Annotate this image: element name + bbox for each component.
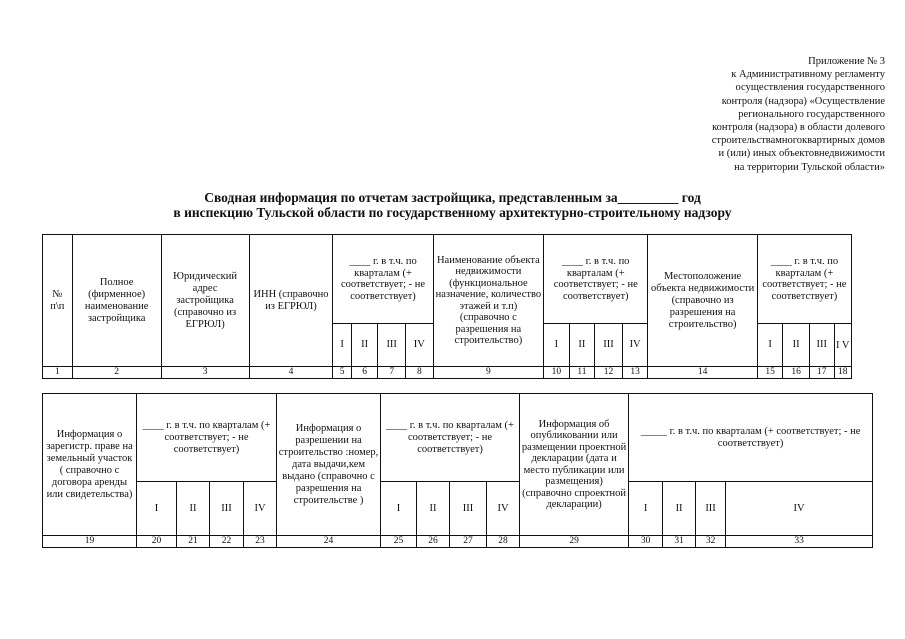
column-number: 23	[244, 536, 277, 548]
quarters-header: ____ г. в т.ч. по кварталам (+ соответствует; - не соответствует)	[544, 235, 648, 324]
quarter-cell: III	[378, 324, 406, 367]
quarter-cell: II	[351, 324, 378, 367]
quarter-cell: II	[663, 482, 696, 536]
appendix-line: контроля (надзора) в области долевого	[712, 122, 885, 134]
column-number: 15	[757, 367, 783, 379]
quarters-header: ____ г. в т.ч. по кварталам (+ соответствует; - не соответствует)	[381, 394, 520, 482]
quarter-cell: I	[381, 482, 417, 536]
appendix-line: к Административному регламенту	[731, 69, 885, 81]
appendix-line: строительствамногоквартирных домов	[711, 135, 885, 147]
quarter-cell: I	[629, 482, 663, 536]
quarter-cell: I	[137, 482, 177, 536]
quarter-cell: I	[333, 324, 351, 367]
column-number: 9	[433, 367, 543, 379]
column-number: 7	[378, 367, 406, 379]
col-address-header: Юридический адрес застройщика (справочно из ЕГРЮЛ)	[161, 235, 249, 367]
col-number-header: № п\п	[43, 235, 73, 367]
column-number: 30	[629, 536, 663, 548]
column-number: 3	[161, 367, 249, 379]
col-land-header: Информация о зарегистр. праве на земельный участок ( справочно с договора аренды или свидетельства)	[43, 394, 137, 536]
quarters-header: ____ г. в т.ч. по кварталам (+ соответствует; - не соответствует)	[137, 394, 277, 482]
column-number: 17	[809, 367, 834, 379]
column-number: 13	[622, 367, 648, 379]
column-number: 2	[72, 367, 161, 379]
column-number: 29	[520, 536, 629, 548]
quarter-cell: III	[210, 482, 244, 536]
col-inn-header: ИНН (справочно из ЕГРЮЛ)	[249, 235, 333, 367]
quarters-header: ____ г. в т.ч. по кварталам (+ соответствует; - не соответствует)	[757, 235, 851, 324]
summary-table-1	[42, 234, 852, 379]
quarter-cell: IV	[726, 482, 873, 536]
column-number: 12	[595, 367, 623, 379]
document-title	[0, 190, 905, 220]
column-number: 8	[406, 367, 434, 379]
column-number: 24	[277, 536, 381, 548]
quarter-cell: III	[450, 482, 487, 536]
column-number: 21	[177, 536, 210, 548]
quarter-cell: II	[177, 482, 210, 536]
column-number: 14	[648, 367, 757, 379]
quarters-header-wide: _____ г. в т.ч. по кварталам (+ соответствует; - не соответствует)	[629, 394, 873, 482]
quarter-cell: IV	[487, 482, 520, 536]
quarter-cell: III	[809, 324, 834, 367]
appendix-line: и (или) иных объектовнедвижимости	[718, 148, 885, 160]
column-number: 32	[696, 536, 726, 548]
column-number: 28	[487, 536, 520, 548]
column-number: 31	[663, 536, 696, 548]
column-number: 4	[249, 367, 333, 379]
column-number: 25	[381, 536, 417, 548]
summary-table-2	[42, 393, 873, 548]
quarter-cell: IV	[622, 324, 648, 367]
col-object-header: Наименование объекта недвижимости (функциональное назначение, количество этажей и т.п) (справочно с разрешения на строительство)	[433, 235, 543, 367]
col-publication-header: Информация об опубликовании или размещении проектной декларации (дата и место публикации или размещения) (справочно спроектной декларации)	[520, 394, 629, 536]
col-name-header: Полное (фирменное) наименование застройщика	[72, 235, 161, 367]
column-number: 26	[417, 536, 450, 548]
quarter-cell: I	[544, 324, 570, 367]
column-number: 10	[544, 367, 570, 379]
column-number: 5	[333, 367, 351, 379]
column-number: 1	[43, 367, 73, 379]
quarter-cell: II	[783, 324, 810, 367]
column-number: 33	[726, 536, 873, 548]
appendix-line: контроля (надзора) «Осуществление	[721, 95, 885, 107]
appendix-line: осуществления государственного	[735, 82, 885, 94]
appendix-note	[625, 55, 885, 174]
quarter-cell: IV	[406, 324, 434, 367]
column-number: 11	[569, 367, 595, 379]
title-line-1: Сводная информация по отчетам застройщика, представленным за_________ год	[204, 190, 701, 205]
column-number: 27	[450, 536, 487, 548]
column-number: 20	[137, 536, 177, 548]
quarters-header: ____ г. в т.ч. по кварталам (+ соответствует; - не соответствует)	[333, 235, 433, 324]
col-permit-header: Информация о разрешении на строительство :номер, дата выдачи,кем выдано (справочно с разрешения на строительстве )	[277, 394, 381, 536]
appendix-line: регионального государственного	[738, 108, 885, 120]
column-number: 6	[351, 367, 378, 379]
column-number: 18	[834, 367, 852, 379]
appendix-line: на территории Тульской области»	[734, 161, 885, 173]
quarter-cell: I V	[834, 324, 852, 367]
quarter-cell: III	[595, 324, 623, 367]
quarter-cell: I	[757, 324, 783, 367]
quarter-cell: IV	[244, 482, 277, 536]
quarter-cell: III	[696, 482, 726, 536]
quarter-cell: II	[417, 482, 450, 536]
column-number: 16	[783, 367, 810, 379]
col-location-header: Местоположение объекта недвижимости (справочно из разрешения на строительство)	[648, 235, 757, 367]
appendix-line: Приложение № 3	[808, 56, 885, 67]
quarter-cell: II	[569, 324, 595, 367]
title-line-2: в инспекцию Тульской области по государственному архитектурно-строительному надзору	[173, 205, 732, 220]
column-number: 19	[43, 536, 137, 548]
column-number: 22	[210, 536, 244, 548]
